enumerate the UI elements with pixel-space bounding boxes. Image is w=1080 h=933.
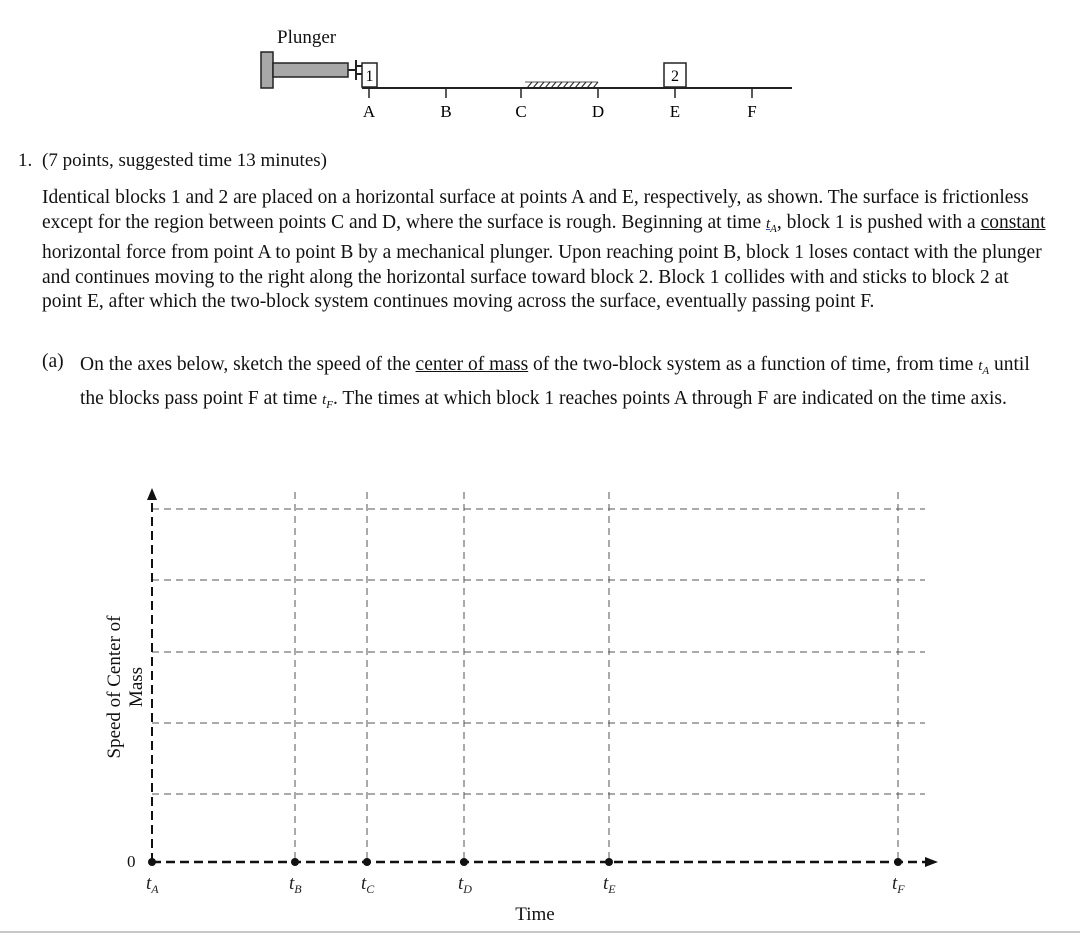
- question-number: 1.: [18, 150, 33, 171]
- x-axis-label: Time: [515, 904, 555, 925]
- time-tick-label-tB: $t_B$: [289, 873, 302, 896]
- time-tick-tA: [148, 858, 156, 866]
- time-tick-labels: [146, 873, 905, 896]
- part-a-label: (a): [42, 351, 64, 372]
- time-tick-tC: [363, 858, 371, 866]
- time-tick-tD: [460, 858, 468, 866]
- x-axis-arrow: [925, 857, 938, 867]
- time-tick-label-tE: $t_E$: [603, 873, 616, 896]
- center-of-mass-emphasis: center of mass: [415, 354, 529, 375]
- track-point-A: A: [362, 102, 376, 121]
- y-axis-arrow: [147, 488, 157, 500]
- speed-time-axes[interactable]: [0, 470, 1080, 900]
- origin-label: 0: [127, 852, 136, 871]
- constant-emphasis: constant: [980, 211, 1046, 233]
- time-tick-label-tC: $t_C$: [361, 873, 375, 896]
- graph-grid: [152, 492, 925, 862]
- time-tick-tE: [605, 858, 613, 866]
- part-a-text: On the axes below, sketch the speed of the center of mass of the two-block system as a function of time, from time $t_A$ until the blocks pass point F at time $t_F$. The times at which block 1 reaches points A through F are indicated on the time axis.: [80, 354, 1030, 411]
- track-ticks: [369, 88, 752, 98]
- plunger-rod: [273, 63, 348, 77]
- time-tick-tF: [894, 858, 902, 866]
- track-point-F: F: [747, 102, 757, 121]
- block-2-label: 2: [671, 68, 679, 85]
- time-tick-label-tF: $t_F$: [892, 873, 905, 896]
- block-1-label: 1: [365, 68, 374, 85]
- track-point-E: E: [669, 102, 681, 121]
- track-point-labels: [363, 102, 757, 121]
- plunger-housing: [261, 52, 273, 88]
- plunger-label: Plunger: [277, 27, 337, 48]
- track-point-B: B: [440, 102, 452, 121]
- question-body: Identical blocks 1 and 2 are placed on a horizontal surface at points A and E, respectively, as shown. The surface is frictionless except for the region between points C and D, where the surface is rough. Beginning at time $t_A$, block 1 is pushed with a constant horizontal force from point A to point B by a mechanical plunger. Upon reaching point B, block 1 loses contact with the plunger and continues moving to the right along the horizontal surface toward block 2. Block 1 collides with and sticks to block 2 at point E, after which the two-block system continues moving across the surface, eventually passing point F.: [42, 187, 1046, 312]
- setup-figure: [0, 0, 1080, 130]
- time-tick-label-tA: $t_A$: [146, 873, 159, 896]
- time-tick-label-tD: $t_D$: [458, 873, 472, 896]
- time-tick-tB: [291, 858, 299, 866]
- track-point-D: D: [591, 102, 605, 121]
- graph-axes: [147, 488, 938, 867]
- track-point-C: C: [515, 102, 527, 121]
- y-axis-label: Speed of Center of Mass: [104, 615, 147, 759]
- question-points: (7 points, suggested time 13 minutes): [42, 150, 327, 171]
